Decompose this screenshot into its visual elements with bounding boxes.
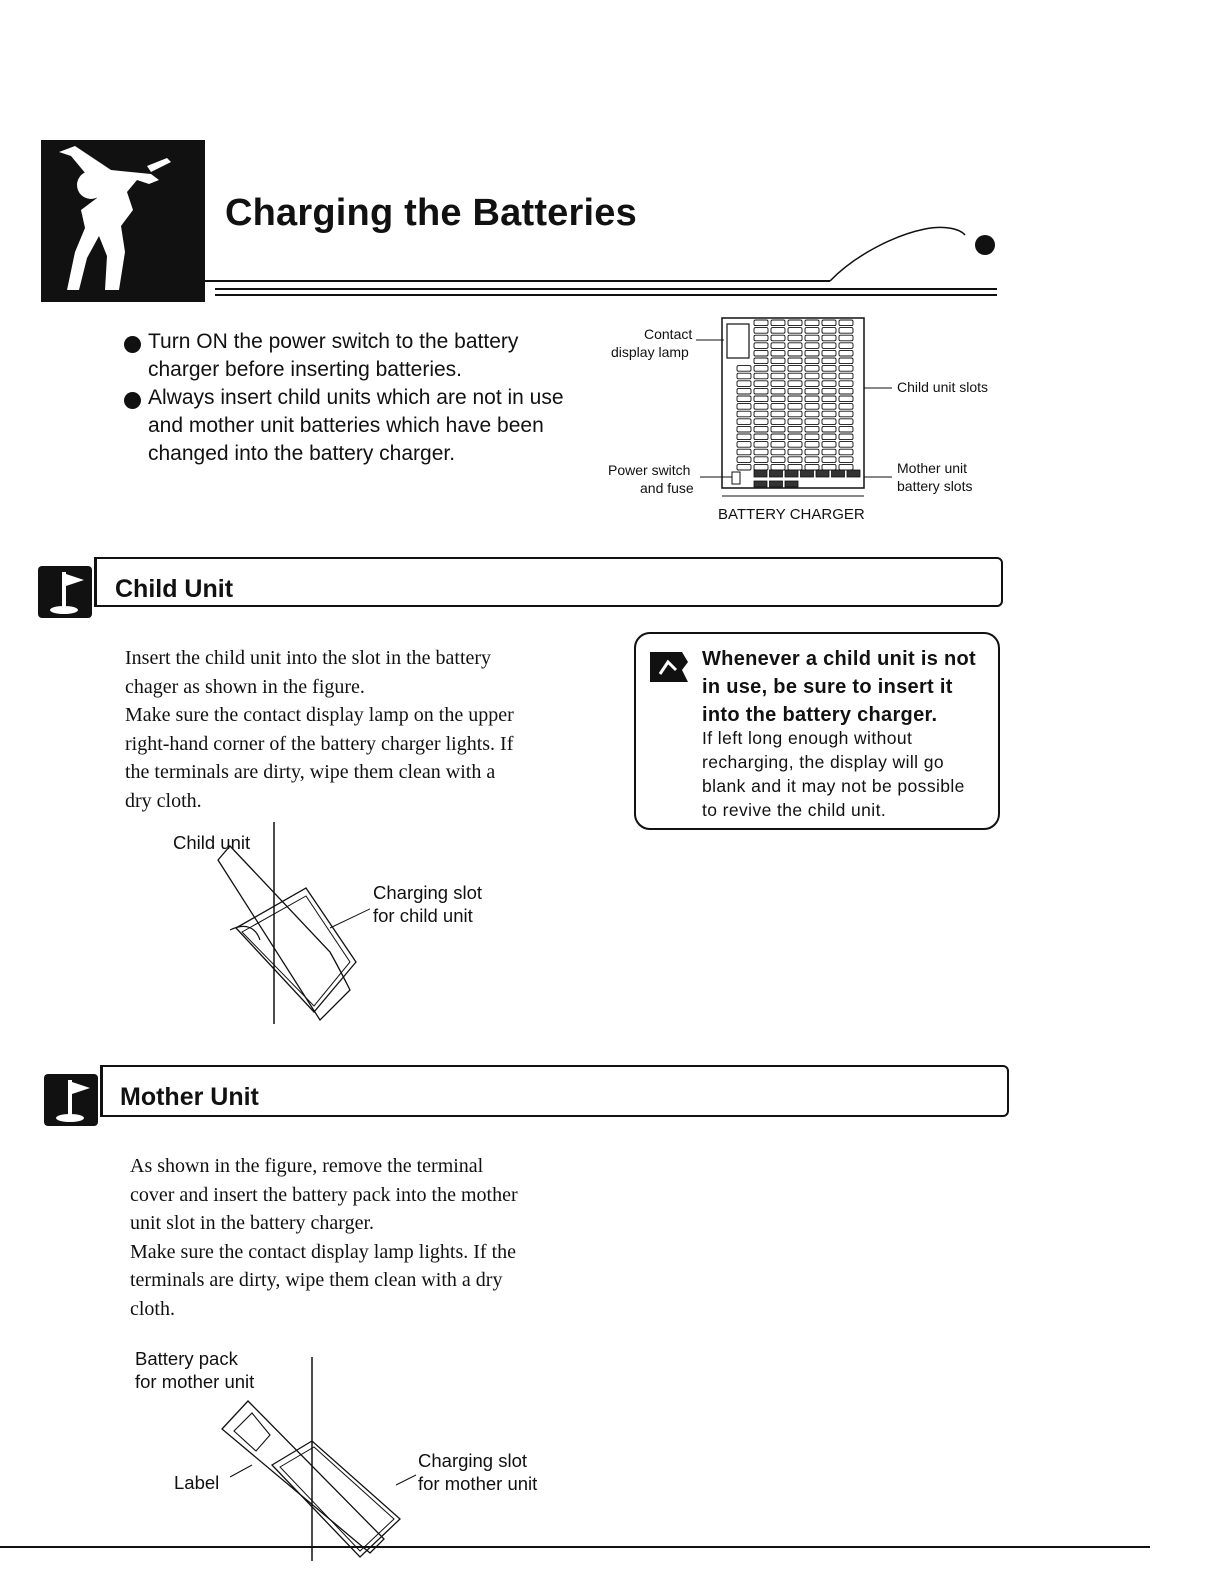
child-slot <box>805 449 819 455</box>
child-slot <box>788 381 802 387</box>
header-logo <box>41 140 205 302</box>
child-slot <box>771 388 785 394</box>
battery-pack-label-2: for mother unit <box>135 1371 255 1392</box>
child-slot <box>737 464 751 470</box>
child-slot <box>788 366 802 372</box>
mother-slot <box>847 470 860 477</box>
child-slot <box>754 457 768 463</box>
child-slot <box>788 396 802 402</box>
mother-slot <box>785 481 798 487</box>
child-slot <box>754 419 768 425</box>
child-slot <box>788 457 802 463</box>
child-slot <box>805 426 819 432</box>
child-slot <box>822 434 836 440</box>
child-slot <box>822 411 836 417</box>
child-slot <box>805 373 819 379</box>
header-rule-ornament <box>205 215 1000 305</box>
note-pointer-icon <box>648 648 690 686</box>
child-slot <box>839 464 853 470</box>
child-slot <box>771 396 785 402</box>
child-slot <box>737 373 751 379</box>
child-slot <box>737 457 751 463</box>
child-slot <box>788 434 802 440</box>
child-slot <box>788 442 802 448</box>
child-slot <box>839 366 853 372</box>
label-label: Label <box>174 1472 220 1493</box>
child-slot <box>788 373 802 379</box>
contact-display-lamp <box>727 324 749 358</box>
child-slot <box>754 366 768 372</box>
child-slot <box>771 328 785 334</box>
child-slot <box>771 358 785 364</box>
child-slot <box>737 419 751 425</box>
bullet-item: Always insert child units which are not in use and mother unit batteries which have been changed into the battery charger. <box>124 384 564 468</box>
child-slot <box>754 381 768 387</box>
child-slot <box>754 328 768 334</box>
golf-flag-icon <box>44 1074 98 1126</box>
mother-unit-section-header <box>100 1065 1009 1117</box>
child-slot <box>839 381 853 387</box>
child-slot <box>805 396 819 402</box>
intro-bullets <box>124 328 564 468</box>
battery-charger-figure <box>560 310 1000 530</box>
child-slot <box>771 442 785 448</box>
child-slot <box>737 388 751 394</box>
child-slot <box>788 388 802 394</box>
child-slot <box>737 442 751 448</box>
child-slot <box>771 350 785 356</box>
page-bottom-rule <box>0 1546 1150 1548</box>
page-title: Charging the Batteries <box>225 192 637 234</box>
child-slot <box>839 373 853 379</box>
child-unit-section-header <box>94 557 1003 607</box>
child-slot-label-2: for child unit <box>373 905 473 926</box>
child-slots-label: Child unit slots <box>897 379 989 395</box>
child-slot <box>754 396 768 402</box>
child-slot <box>754 335 768 341</box>
child-slot <box>771 343 785 349</box>
child-slot <box>788 419 802 425</box>
child-slot <box>788 449 802 455</box>
child-slot <box>788 343 802 349</box>
child-slot <box>839 335 853 341</box>
note-body: If left long enough without recharging, the display will go blank and it may not be possible to revive the child unit. <box>702 728 965 820</box>
child-slot <box>788 411 802 417</box>
child-slot <box>822 373 836 379</box>
mother-slot-label-1: Charging slot <box>418 1450 528 1471</box>
child-slot <box>822 350 836 356</box>
child-slot <box>737 411 751 417</box>
child-slot <box>805 350 819 356</box>
mother-slot <box>832 470 845 477</box>
child-slot <box>822 419 836 425</box>
contact-lamp-label-2: display lamp <box>611 344 689 360</box>
power-switch-label-2: and fuse <box>640 480 694 496</box>
child-slot <box>805 320 819 326</box>
child-slot <box>754 434 768 440</box>
child-slot <box>822 388 836 394</box>
child-slot <box>839 449 853 455</box>
child-slot <box>771 335 785 341</box>
child-slot <box>822 328 836 334</box>
child-slot <box>839 419 853 425</box>
child-slot <box>822 343 836 349</box>
child-slot <box>788 426 802 432</box>
child-slot <box>805 419 819 425</box>
child-slot <box>839 320 853 326</box>
note-heading: Whenever a child unit is not in use, be sure to insert it into the battery charger. <box>702 648 976 726</box>
child-slot <box>737 426 751 432</box>
child-slot <box>805 434 819 440</box>
mother-slot <box>785 470 798 477</box>
child-slot <box>737 366 751 372</box>
child-slot <box>771 366 785 372</box>
child-slot-label-1: Charging slot <box>373 882 483 903</box>
mother-slots-label-1: Mother unit <box>897 460 968 476</box>
child-slot <box>839 442 853 448</box>
child-slot <box>839 457 853 463</box>
child-unit-slots <box>737 320 853 470</box>
child-slot <box>737 396 751 402</box>
contact-lamp-label-1: Contact <box>644 326 693 342</box>
child-slot <box>822 449 836 455</box>
child-slot <box>754 388 768 394</box>
child-slot <box>839 343 853 349</box>
child-slot <box>839 388 853 394</box>
bullet-dot-icon <box>124 392 141 409</box>
child-slot <box>754 320 768 326</box>
battery-charger-diagram <box>560 310 1000 530</box>
child-slot <box>754 411 768 417</box>
child-slot <box>771 434 785 440</box>
child-slot <box>771 426 785 432</box>
child-slot <box>839 328 853 334</box>
mother-slot <box>770 470 783 477</box>
child-slot <box>771 404 785 410</box>
child-slot <box>788 464 802 470</box>
child-slot <box>805 464 819 470</box>
mother-unit-title: Mother Unit <box>120 1083 259 1111</box>
child-slot <box>805 335 819 341</box>
child-slot <box>754 350 768 356</box>
mother-slots-label-2: battery slots <box>897 478 973 494</box>
child-slot <box>788 358 802 364</box>
child-slot <box>737 434 751 440</box>
charger-caption: BATTERY CHARGER <box>718 506 865 523</box>
child-slot <box>839 404 853 410</box>
child-slot <box>839 396 853 402</box>
child-slot <box>805 388 819 394</box>
child-slot <box>805 328 819 334</box>
child-slot <box>822 366 836 372</box>
mother-slot <box>816 470 829 477</box>
child-slot <box>771 373 785 379</box>
child-slot <box>822 426 836 432</box>
child-slot <box>805 442 819 448</box>
child-slot <box>737 404 751 410</box>
child-slot <box>737 449 751 455</box>
mother-slot <box>801 470 814 477</box>
child-slot <box>822 404 836 410</box>
mother-slot <box>770 481 783 487</box>
child-slot <box>771 320 785 326</box>
child-slot <box>737 381 751 387</box>
bullet-item: Turn ON the power switch to the battery charger before inserting batteries. <box>124 328 564 384</box>
child-slot <box>771 411 785 417</box>
child-slot <box>805 404 819 410</box>
child-slot <box>839 411 853 417</box>
child-slot <box>822 358 836 364</box>
child-slot <box>839 350 853 356</box>
child-slot <box>754 464 768 470</box>
child-slot <box>805 381 819 387</box>
child-slot <box>839 426 853 432</box>
child-slot <box>805 457 819 463</box>
child-slot <box>754 358 768 364</box>
power-switch-label-1: Power switch <box>608 462 691 478</box>
child-slot <box>771 457 785 463</box>
mother-unit-battery-slots <box>754 470 860 487</box>
child-slot <box>822 320 836 326</box>
child-slot <box>788 335 802 341</box>
child-slot <box>822 381 836 387</box>
child-slot <box>754 343 768 349</box>
child-slot <box>805 411 819 417</box>
child-slot <box>822 335 836 341</box>
child-slot <box>771 419 785 425</box>
child-slot <box>754 404 768 410</box>
child-slot <box>822 464 836 470</box>
child-slot <box>788 350 802 356</box>
child-slot <box>839 358 853 364</box>
child-slot <box>788 320 802 326</box>
child-slot <box>754 442 768 448</box>
battery-pack-label-1: Battery pack <box>135 1348 238 1369</box>
golfer-icon <box>41 140 205 302</box>
child-slot <box>771 449 785 455</box>
mother-unit-instructions: As shown in the figure, remove the terminal cover and insert the battery pack into the mother unit slot in the battery charger. Make sure the contact display lamp lights. If the terminals are dirty, wipe them clean with a dry cloth. <box>130 1155 518 1320</box>
child-slot <box>771 464 785 470</box>
child-unit-label: Child unit <box>173 832 251 853</box>
child-slot <box>822 457 836 463</box>
golf-flag-icon <box>38 566 92 618</box>
child-slot <box>754 373 768 379</box>
child-slot <box>822 396 836 402</box>
child-unit-title: Child Unit <box>115 575 234 603</box>
mother-slot-label-2: for mother unit <box>418 1473 538 1494</box>
power-switch <box>732 472 740 484</box>
mother-slot <box>754 481 767 487</box>
mother-slot <box>754 470 767 477</box>
child-slot <box>754 426 768 432</box>
child-slot <box>771 381 785 387</box>
bullet-dot-icon <box>124 336 141 353</box>
child-slot <box>788 328 802 334</box>
child-slot <box>839 434 853 440</box>
child-unit-instructions: Insert the child unit into the slot in the battery chager as shown in the figure. Make sure the contact display lamp on the upper right-hand corner of the battery charger lights. If the terminals are dirty, wipe them clean with a dry cloth. <box>125 647 514 812</box>
child-slot <box>805 343 819 349</box>
child-slot <box>754 449 768 455</box>
child-slot <box>822 442 836 448</box>
child-slot <box>788 404 802 410</box>
child-slot <box>805 366 819 372</box>
child-slot <box>805 358 819 364</box>
